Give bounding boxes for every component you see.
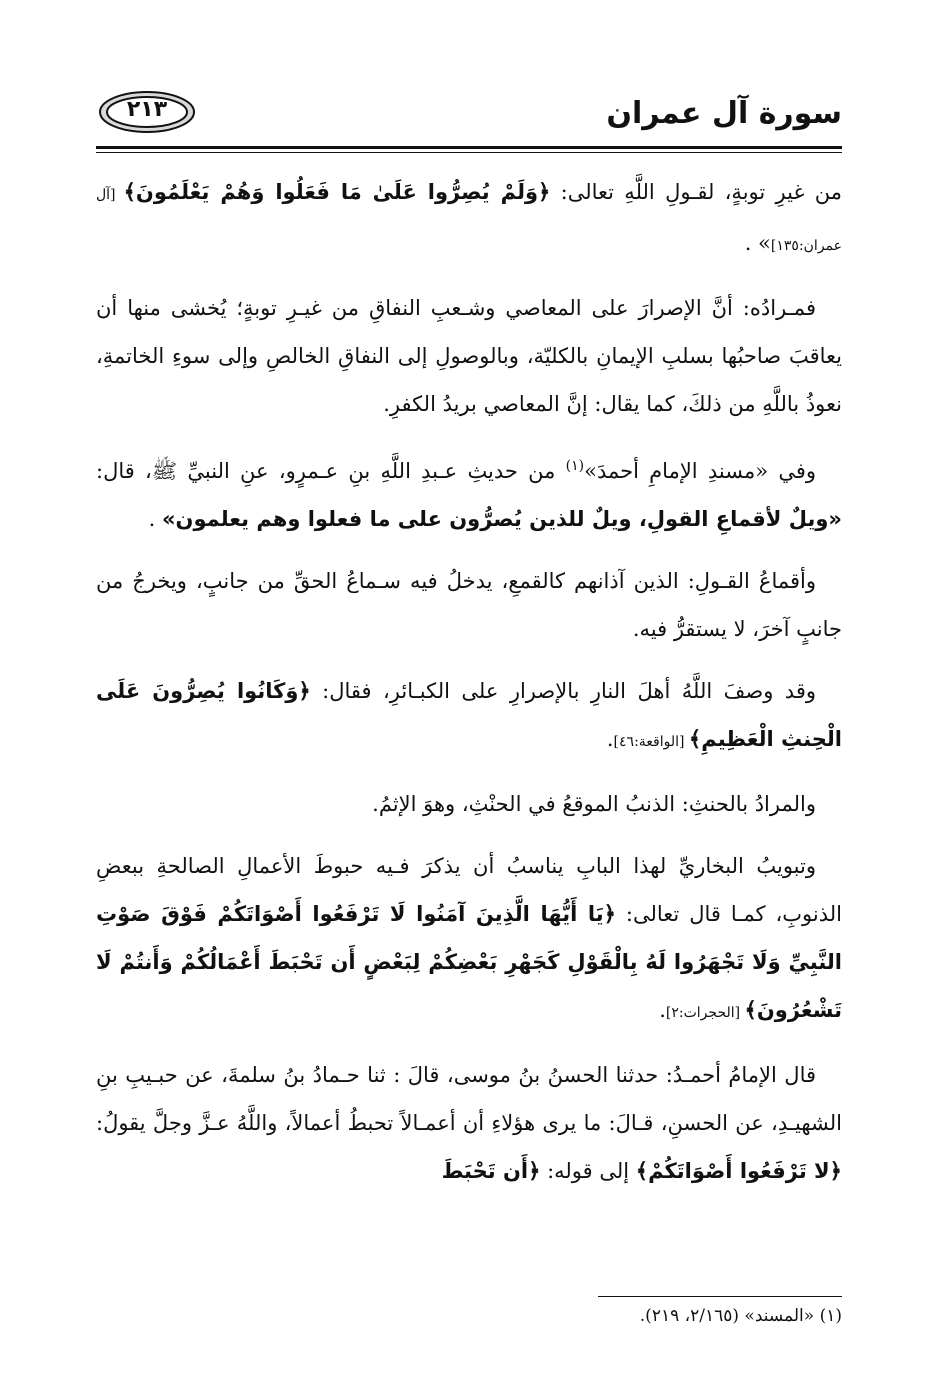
text-run: إلى قوله: xyxy=(540,1159,636,1183)
quran-verse: ﴿وَلَمْ يُصِرُّوا عَلَىٰ مَا فَعَلُوا وَهُمْ يَعْلَمُونَ﴾ xyxy=(123,180,551,204)
surah-title: سورة آل عمران xyxy=(606,96,842,131)
footnote-marker[interactable]: (١) xyxy=(565,458,585,474)
text-run: وتبويبُ البخاريِّ لهذا البابِ يناسبُ أن يذكرَ فـيه حبوطَ الأعمالِ الصالحةِ ببعضِ الذنوبِ، كمـا قال تعالى: xyxy=(96,854,843,926)
paragraph: فمـرادُه: أنَّ الإصرارَ على المعاصي وشـعبِ النفاقِ من غيـرِ توبةٍ؛ يُخشى منها أن يعاقبَ صاحبُها بسلبِ الإيمانِ بالكليّة، وبالوصولِ إلى النفاقِ الخالصِ وإلى سوءِ الخاتمةِ، نعوذُ باللَّهِ من ذلكَ، كما يقال: إنَّ المعاصي بريدُ الكفرِ. xyxy=(96,296,842,416)
quran-verse: ﴿يَا أَيُّهَا الَّذِينَ آمَنُوا لَا تَرْفَعُوا أَصْوَاتَكُمْ فَوْقَ صَوْتِ النَّبِيِّ وَلَا تَجْهَرُوا لَهُ بِالْقَوْلِ كَجَهْرِ بَعْضِكُمْ لِبَعْضٍ أَن تَحْبَطَ أَعْمَالُكُمْ وَأَنتُمْ لَا تَشْعُرُونَ﴾ xyxy=(96,902,842,1022)
header-rule xyxy=(96,146,842,149)
text-run: . xyxy=(659,998,666,1022)
text-run: . xyxy=(606,727,614,751)
paragraph xyxy=(96,1051,842,1195)
paragraph xyxy=(96,842,842,1037)
text-run: . xyxy=(148,507,162,531)
paragraph: والمرادُ بالحنثِ: الذنبُ الموقعُ في الحنْثِ، وهوَ الإثمُ. xyxy=(372,792,816,816)
quran-verse: ﴿وَكَانُوا يُصِرُّونَ عَلَى الْحِنثِ الْعَظِيمِ﴾ xyxy=(96,679,842,751)
verse-reference: [الحجرات:٢] xyxy=(665,1005,745,1021)
header-rule-thin xyxy=(96,152,842,153)
text-run: وقد وصفَ اللَّهُ أهلَ النارِ بالإصرارِ على الكبـائرِ، فقال: xyxy=(310,679,817,703)
page-number-badge xyxy=(98,90,196,134)
paragraph xyxy=(96,442,842,543)
text-run: من غيرِ توبةٍ، لقـولِ اللَّهِ تعالى: xyxy=(550,180,842,204)
verse-reference: [آل عمران:١٣٥] xyxy=(96,187,842,254)
quran-verse: ﴿لا تَرْفَعُوا أَصْوَاتَكُمْ﴾ xyxy=(635,1159,842,1183)
text-run: » . xyxy=(744,231,771,255)
page-header xyxy=(96,86,842,144)
paragraph xyxy=(96,168,842,270)
page-number: ٢١٣ xyxy=(126,97,168,122)
footnote-rule xyxy=(598,1296,842,1297)
paragraph xyxy=(96,667,842,766)
text-run: من حديثِ عـبدِ اللَّهِ بنِ عـمرٍو، عنِ النبيِّ ﷺ، قال: xyxy=(96,459,566,483)
paragraph: وأقماعُ القـولِ: الذين آذانهم كالقمعِ، يدخلُ فيه سـماعُ الحقِّ من جانبٍ، ويخرجُ من جانبٍ آخرَ، لا يستقرُّ فيه. xyxy=(96,569,842,641)
page-body xyxy=(96,168,842,1209)
text-run: وفي «مسندِ الإمامِ أحمدَ» xyxy=(584,459,817,483)
verse-reference: [الواقعة:٤٦] xyxy=(613,734,689,750)
footnote: (١) «المسند» (٢/١٦٥، ٢١٩). xyxy=(639,1306,842,1326)
quran-verse: ﴿أَن تَحْبَطَ xyxy=(441,1159,541,1183)
hadith-quote: «ويلٌ لأقماعِ القولِ، ويلٌ للذين يُصرُّون على ما فعلوا وهم يعلمون» xyxy=(161,507,842,531)
text-run: قال الإمامُ أحمـدُ: حدثنا الحسنُ بنُ موسى، قالَ : ثنا حـمادُ بنُ سلمةَ، عن حبـيبِ بنِ الشهيـدِ، عن الحسنِ، قـالَ: ما يرى هؤلاءِ أن أعمـالاً تحبطُ أعمالاً، واللَّهُ عـزَّ وجلَّ يقولُ: xyxy=(96,1063,842,1135)
